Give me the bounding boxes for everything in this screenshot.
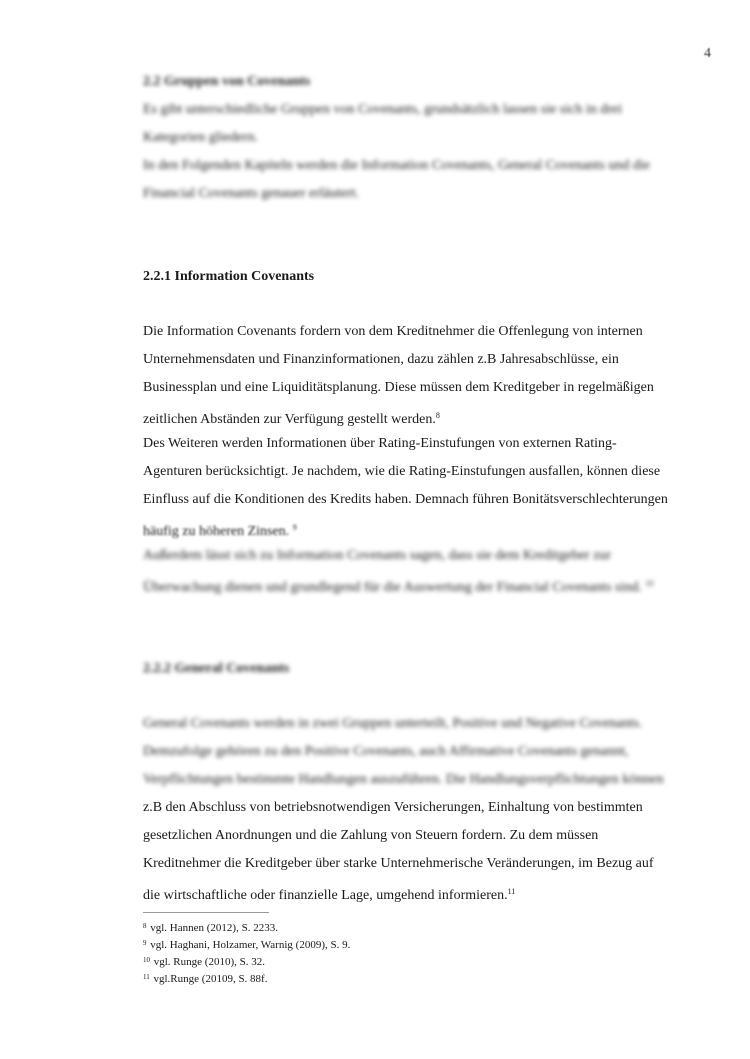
paragraph-line: Außerdem lässt sich zu Information Covenants sagen, dass sie dem Kreditgeber zur xyxy=(143,548,612,563)
paragraph-line: Financial Covenants genauer erläutert. xyxy=(143,186,360,201)
paragraph-line xyxy=(143,884,515,904)
footnote-number: 8 xyxy=(143,922,147,930)
line-text: die wirtschaftliche oder finanzielle Lage, umgehend informieren. xyxy=(143,888,508,903)
footnote-text: vgl. Haghani, Holzamer, Warnig (2009), S. 9. xyxy=(150,939,351,951)
line-text: Überwachung dienen und grundlegend für die Auswertung der Financial Covenants sind. xyxy=(143,580,642,595)
footnote-number: 11 xyxy=(143,973,150,981)
paragraph-line: General Covenants werden in zwei Gruppen unterteilt, Positive und Negative Covenants. xyxy=(143,716,643,731)
paragraph-line: Es gibt unterschiedliche Gruppen von Covenants, grundsätzlich lassen sie sich in drei xyxy=(143,102,623,117)
paragraph-line: Die Information Covenants fordern von dem Kreditnehmer die Offenlegung von internen xyxy=(143,324,643,339)
section-heading-2-2: 2.2 Gruppen von Covenants xyxy=(143,74,311,89)
footnote-number: 10 xyxy=(143,956,150,964)
footnote-divider xyxy=(143,912,269,913)
footnote-text: vgl. Runge (2010), S. 32. xyxy=(153,956,265,968)
footnote-text: vgl. Hannen (2012), S. 2233. xyxy=(150,922,278,934)
paragraph-line: Des Weiteren werden Informationen über Rating-Einstufungen von externen Rating- xyxy=(143,436,617,451)
footnote-number: 9 xyxy=(143,939,147,947)
footnote xyxy=(143,939,350,951)
footnote xyxy=(143,956,265,968)
paragraph-line: gesetzlichen Anordnungen und die Zahlung von Steuern fordern. Zu dem müssen xyxy=(143,828,599,843)
paragraph-line: Agenturen berücksichtigt. Je nachdem, wie die Rating-Einstufungen ausfallen, können diese xyxy=(143,464,661,479)
paragraph-line: Unternehmensdaten und Finanzinformationen, dazu zählen z.B Jahresabschlüsse, ein xyxy=(143,352,619,367)
footnote-mark: 11 xyxy=(507,887,516,896)
paragraph-line: Businessplan und eine Liquiditätsplanung. Diese müssen dem Kreditgeber in regelmäßigen xyxy=(143,380,654,395)
footnote-mark: 9 xyxy=(292,523,297,532)
paragraph-line: Kategorien gliedern. xyxy=(143,130,259,145)
paragraph-line: Kreditnehmer die Kreditgeber über starke Unternehmerische Veränderungen, im Bezug auf xyxy=(143,856,654,871)
paragraph-line xyxy=(143,408,440,428)
paragraph-line: Verpflichtungen bestimmte Handlungen auszuführen. Die Handlungsverpflichtungen können xyxy=(143,772,664,787)
paragraph-line: Einfluss auf die Konditionen des Kredits haben. Demnach führen Bonitätsverschlechterungen xyxy=(143,492,668,507)
paragraph-line xyxy=(143,576,653,596)
paragraph-line: Demzufolge gehören zu den Positive Covenants, auch Affirmative Covenants genannt, xyxy=(143,744,629,759)
paragraph-line xyxy=(143,520,297,540)
footnote-mark: 8 xyxy=(435,411,440,420)
line-text: häufig zu höheren Zinsen. xyxy=(143,524,290,539)
footnote-mark: 10 xyxy=(645,579,654,588)
line-text: zeitlichen Abständen zur Verfügung gestellt werden. xyxy=(143,412,436,427)
section-heading-2-2-1: 2.2.1 Information Covenants xyxy=(143,269,315,284)
footnote-text: vgl.Runge (20109, S. 88f. xyxy=(153,973,268,985)
page-number: 4 xyxy=(704,46,711,61)
section-heading-2-2-2: 2.2.2 General Covenants xyxy=(143,661,290,676)
paragraph-line: z.B den Abschluss von betriebsnotwendigen Versicherungen, Einhaltung von bestimmten xyxy=(143,800,643,815)
paragraph-line: In den Folgenden Kapiteln werden die Information Covenants, General Covenants und die xyxy=(143,158,650,173)
footnote xyxy=(143,922,278,934)
footnote xyxy=(143,973,267,985)
